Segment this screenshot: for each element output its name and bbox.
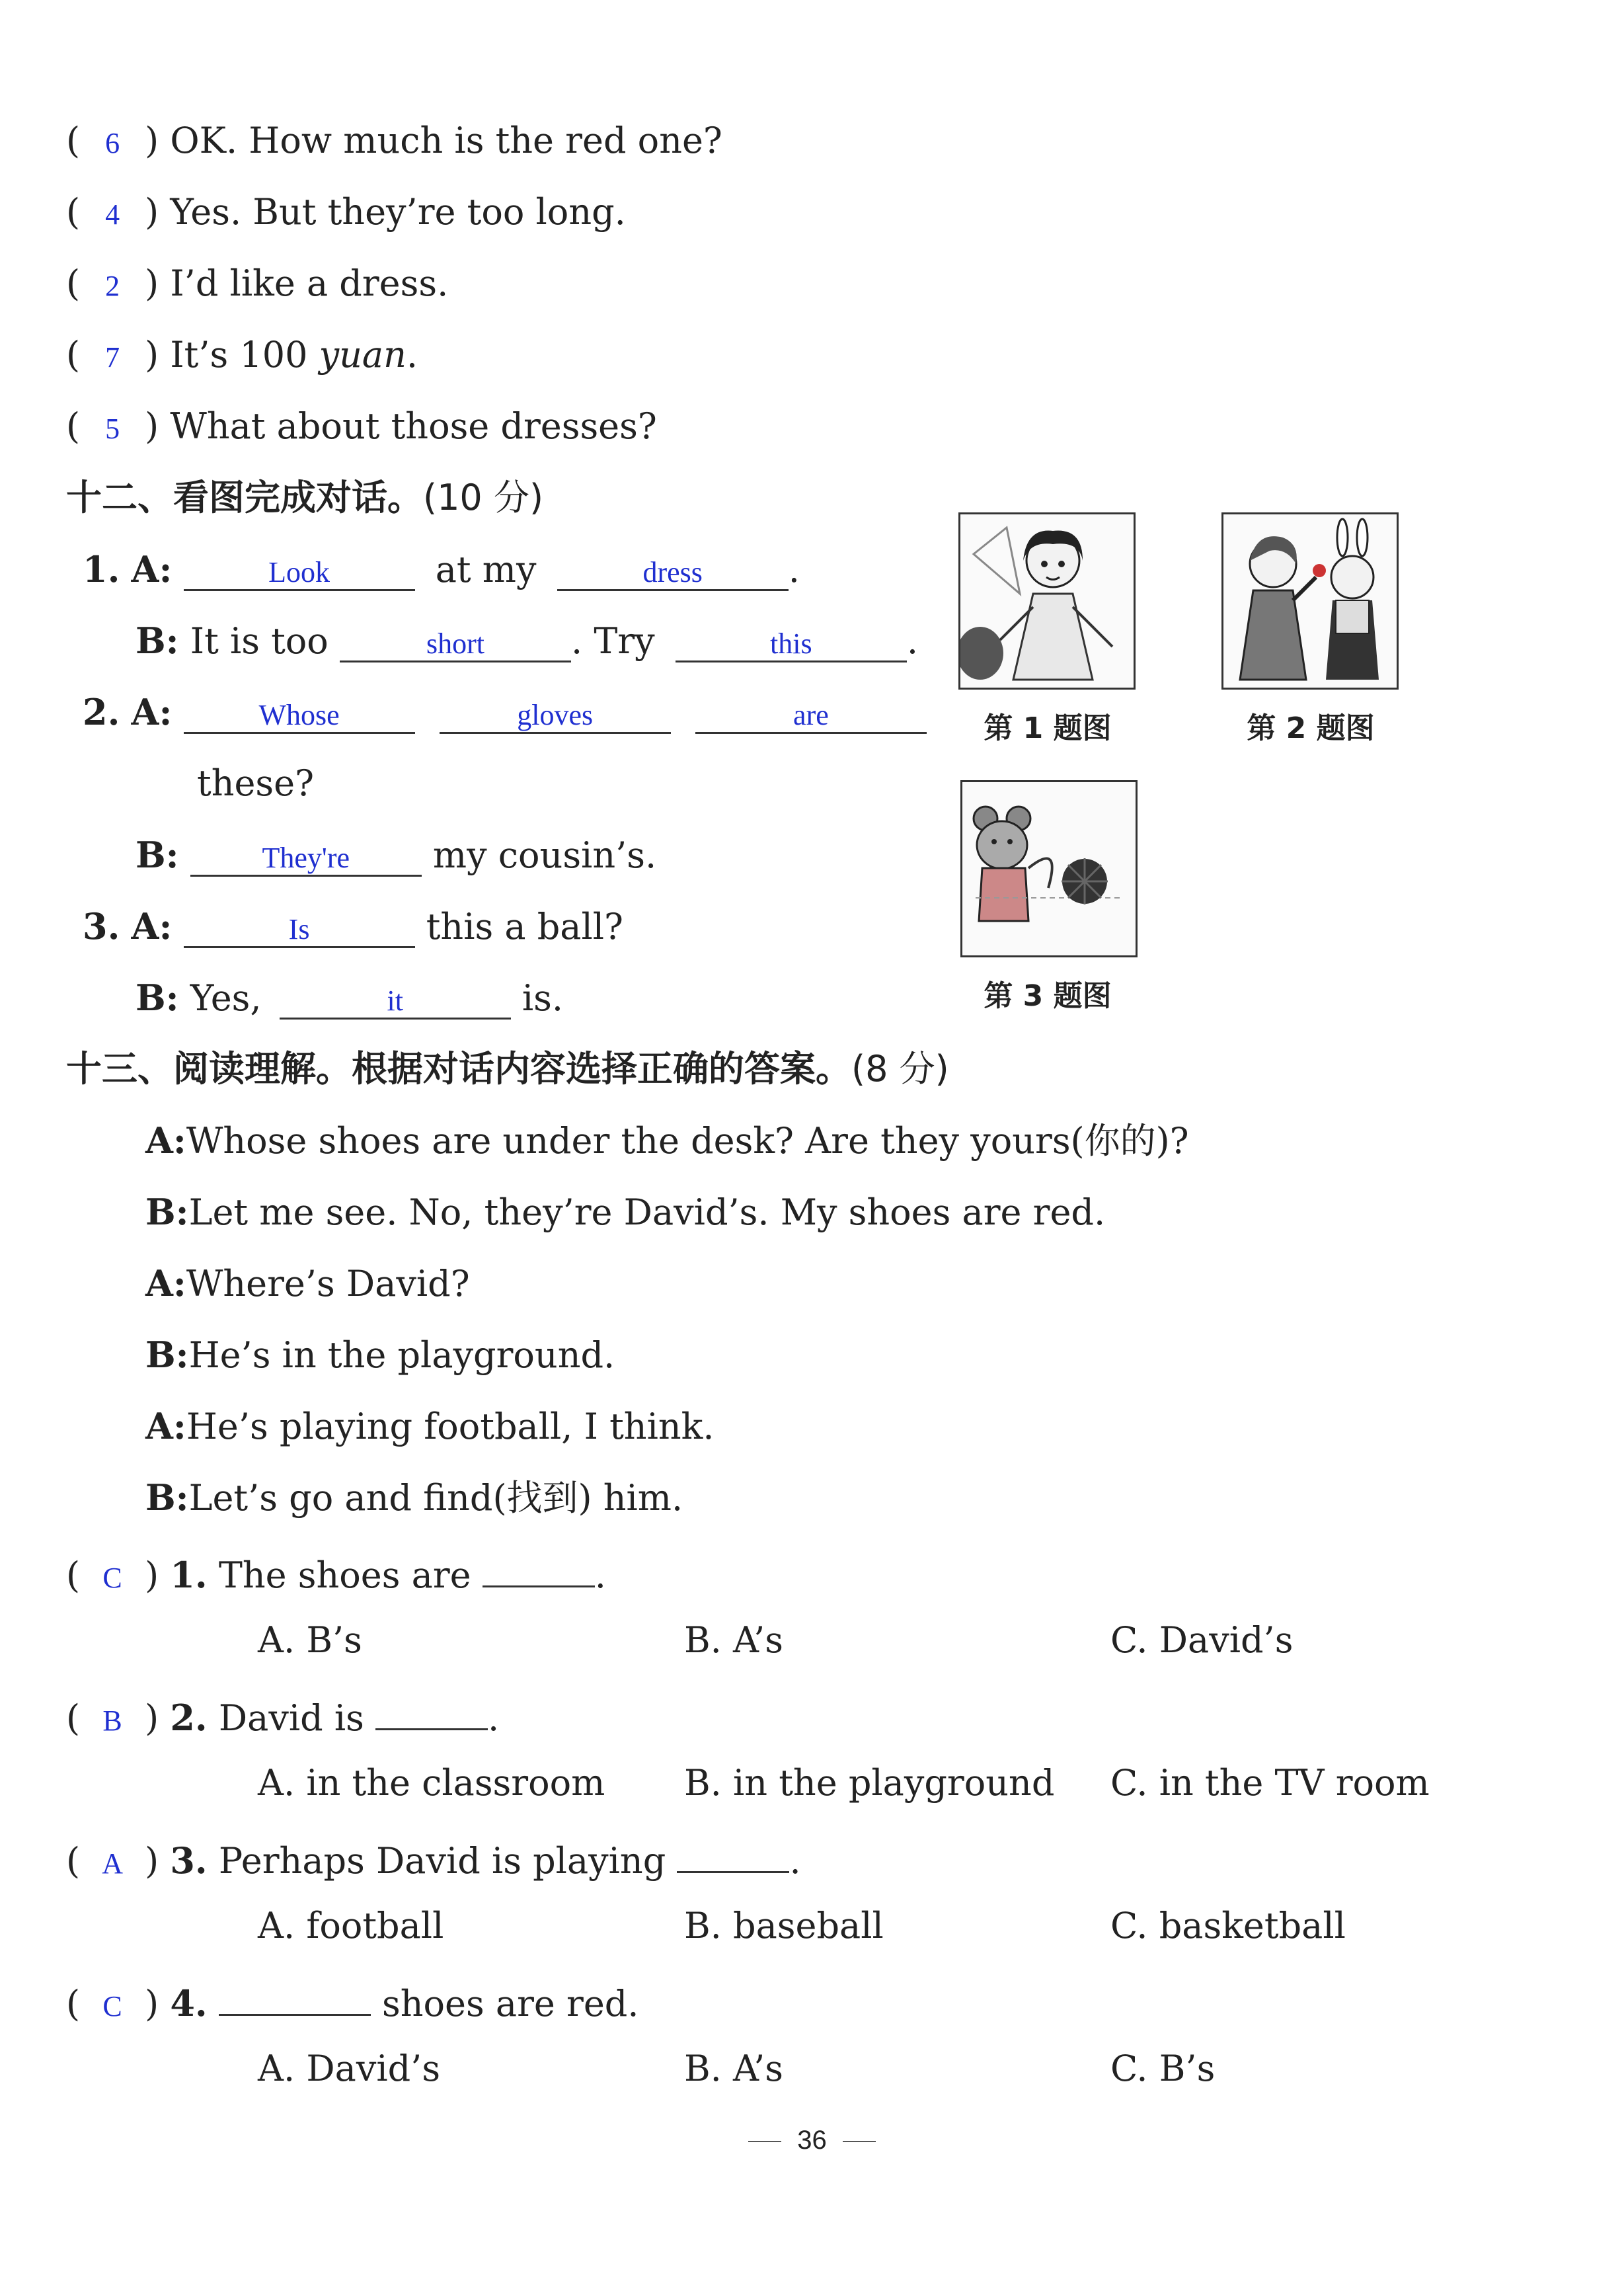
dialogue-text: . Try [571,620,655,662]
speaker-label: A: [131,691,173,733]
mouse-ball-illustration [962,782,1136,955]
match-item: ( 4 ) Yes. But they’re too long. [66,190,626,237]
dialogue-line [145,1333,615,1377]
question-2-a [83,690,927,735]
question-text: . [789,1840,801,1882]
footer-dash [748,2141,781,2142]
punctuation: . [906,620,919,662]
answer-blank[interactable]: They're [190,836,422,877]
question-number: 2. [83,691,120,733]
punctuation: . [788,549,800,590]
footer-dash [843,2141,876,2142]
answer-blank[interactable]: short [340,622,571,662]
dialogue-text: my cousin’s. [432,834,657,876]
match-item: ( 7 ) It’s 100 yuan. [66,333,418,380]
mc-question: ( C ) 1. The shoes are . [66,1547,606,1600]
match-text-italic: yuan [319,334,406,376]
question-number: 3. [83,905,120,947]
question-number: 3. [170,1839,208,1882]
option-a[interactable]: A. football [258,1905,444,1946]
dialogue-text: this a ball? [426,906,623,947]
picture-caption: 第 1 题图 [984,711,1112,745]
dialogue-text: Whose shoes are under the desk? Are they yours(你的)? [186,1120,1189,1162]
option-b[interactable]: B. in the playground [684,1762,1055,1804]
picture-3 [960,780,1138,957]
question-number: 2. [170,1697,208,1739]
speaker-label: B: [145,1476,189,1519]
answer-blank[interactable]: this [676,622,907,662]
match-text: It’s 100 [170,334,319,376]
match-item: ( 2 ) I’d like a dress. [66,262,448,308]
answer-mark: A [102,1847,123,1880]
question-number: 1. [170,1554,208,1596]
answer-mark: 5 [105,413,120,445]
picture-1 [958,512,1136,690]
dialogue-text: It is too [190,620,329,662]
dialogue-text: He’s playing football, I think. [186,1406,715,1447]
dialogue-text: Yes, [190,977,262,1019]
answer-blank[interactable]: Look [184,551,415,591]
answer-blank[interactable]: are [695,694,927,734]
dialogue-line [145,1190,1105,1234]
answer-blank[interactable]: Whose [184,694,415,734]
dialogue-text: Let’s go and find(找到) him. [188,1477,683,1519]
question-2-a-continued [197,762,314,805]
answer-blank[interactable] [219,1976,371,2016]
question-2-b [135,833,656,877]
option-c[interactable]: C. David’s [1110,1619,1294,1661]
mc-question: ( A ) 3. Perhaps David is playing . [66,1833,801,1886]
mc-question: ( C ) 4. shoes are red. [66,1976,639,2028]
page-number: 36 [797,2126,827,2155]
dialogue-text: He’s in the playground. [188,1334,615,1376]
question-1-a [83,547,800,592]
children-gloves-illustration [1223,514,1397,688]
speaker-label: B: [145,1334,189,1376]
answer-blank[interactable] [483,1547,595,1587]
girl-in-dress-illustration [960,514,1134,688]
match-text: . [406,334,418,376]
speaker-label: B: [135,834,179,876]
question-3-a [83,904,623,949]
answer-blank[interactable]: Is [184,908,415,948]
section-title: 十二、看图完成对话。 [66,477,423,518]
question-3-b [135,976,563,1020]
answer-blank[interactable]: gloves [440,694,671,734]
dialogue-text: at my [435,549,537,590]
dialogue-line [145,1262,470,1306]
option-b[interactable]: B. A’s [684,2048,783,2089]
speaker-label: B: [135,977,179,1019]
answer-mark: 2 [105,270,120,302]
option-a[interactable]: A. David’s [258,2048,441,2089]
question-text: . [594,1554,606,1596]
dialogue-line [145,1119,1189,1163]
speaker-label: A: [145,1262,186,1304]
option-a[interactable]: A. in the classroom [258,1762,605,1804]
match-item: ( 6 ) OK. How much is the red one? [66,119,722,165]
dialogue-text: these? [197,762,315,804]
dialogue-line [145,1404,715,1449]
answer-mark: 7 [105,341,120,374]
dialogue-text: is. [522,977,564,1019]
dialogue-text: Let me see. No, they’re David’s. My shoes are red. [188,1191,1106,1233]
answer-blank[interactable]: it [280,979,511,1020]
question-1-b [135,619,918,663]
page-footer [0,2126,1624,2155]
speaker-label: B: [145,1191,189,1233]
question-text: shoes are red. [382,1983,639,2024]
answer-mark: 6 [105,127,120,159]
section-points: (8 分) [851,1048,949,1090]
question-text: David is [218,1697,364,1739]
answer-mark: C [102,1990,122,2023]
answer-blank[interactable] [375,1690,488,1730]
match-text: OK. How much is the red one? [170,120,722,161]
dialogue-text: Where’s David? [186,1263,470,1304]
match-text: What about those dresses? [170,405,657,447]
question-text: . [488,1697,500,1739]
mc-question: ( B ) 2. David is . [66,1690,499,1743]
match-text: Yes. But they’re too long. [170,191,626,233]
option-a[interactable]: A. B’s [258,1619,362,1661]
option-c[interactable]: C. B’s [1110,2048,1216,2089]
option-c[interactable]: C. in the TV room [1110,1762,1430,1804]
answer-mark: C [102,1562,122,1594]
match-text: I’d like a dress. [170,262,449,304]
dialogue-line [145,1476,683,1520]
answer-blank[interactable] [677,1833,789,1873]
picture-2 [1221,512,1399,690]
question-number: 4. [170,1982,208,2024]
picture-caption: 第 3 题图 [984,979,1112,1013]
option-c[interactable]: C. basketball [1110,1905,1346,1946]
option-b[interactable]: B. A’s [684,1619,783,1661]
section-heading [66,476,543,520]
option-b[interactable]: B. baseball [684,1905,884,1946]
question-text: The shoes are [218,1554,471,1596]
match-item: ( 5 ) What about those dresses? [66,405,657,451]
speaker-label: A: [145,1119,186,1162]
speaker-label: A: [145,1405,186,1447]
answer-mark: 4 [105,198,120,231]
section-title: 十三、阅读理解。根据对话内容选择正确的答案。 [66,1048,851,1090]
question-number: 1. [83,548,120,590]
speaker-label: A: [131,548,173,590]
section-points: (10 分) [423,477,544,518]
answer-mark: B [102,1704,122,1737]
picture-caption: 第 2 题图 [1247,711,1375,745]
speaker-label: A: [131,905,173,947]
speaker-label: B: [135,620,179,662]
answer-blank[interactable]: dress [557,551,789,591]
section-heading [66,1047,949,1091]
question-text: Perhaps David is playing [218,1840,666,1882]
